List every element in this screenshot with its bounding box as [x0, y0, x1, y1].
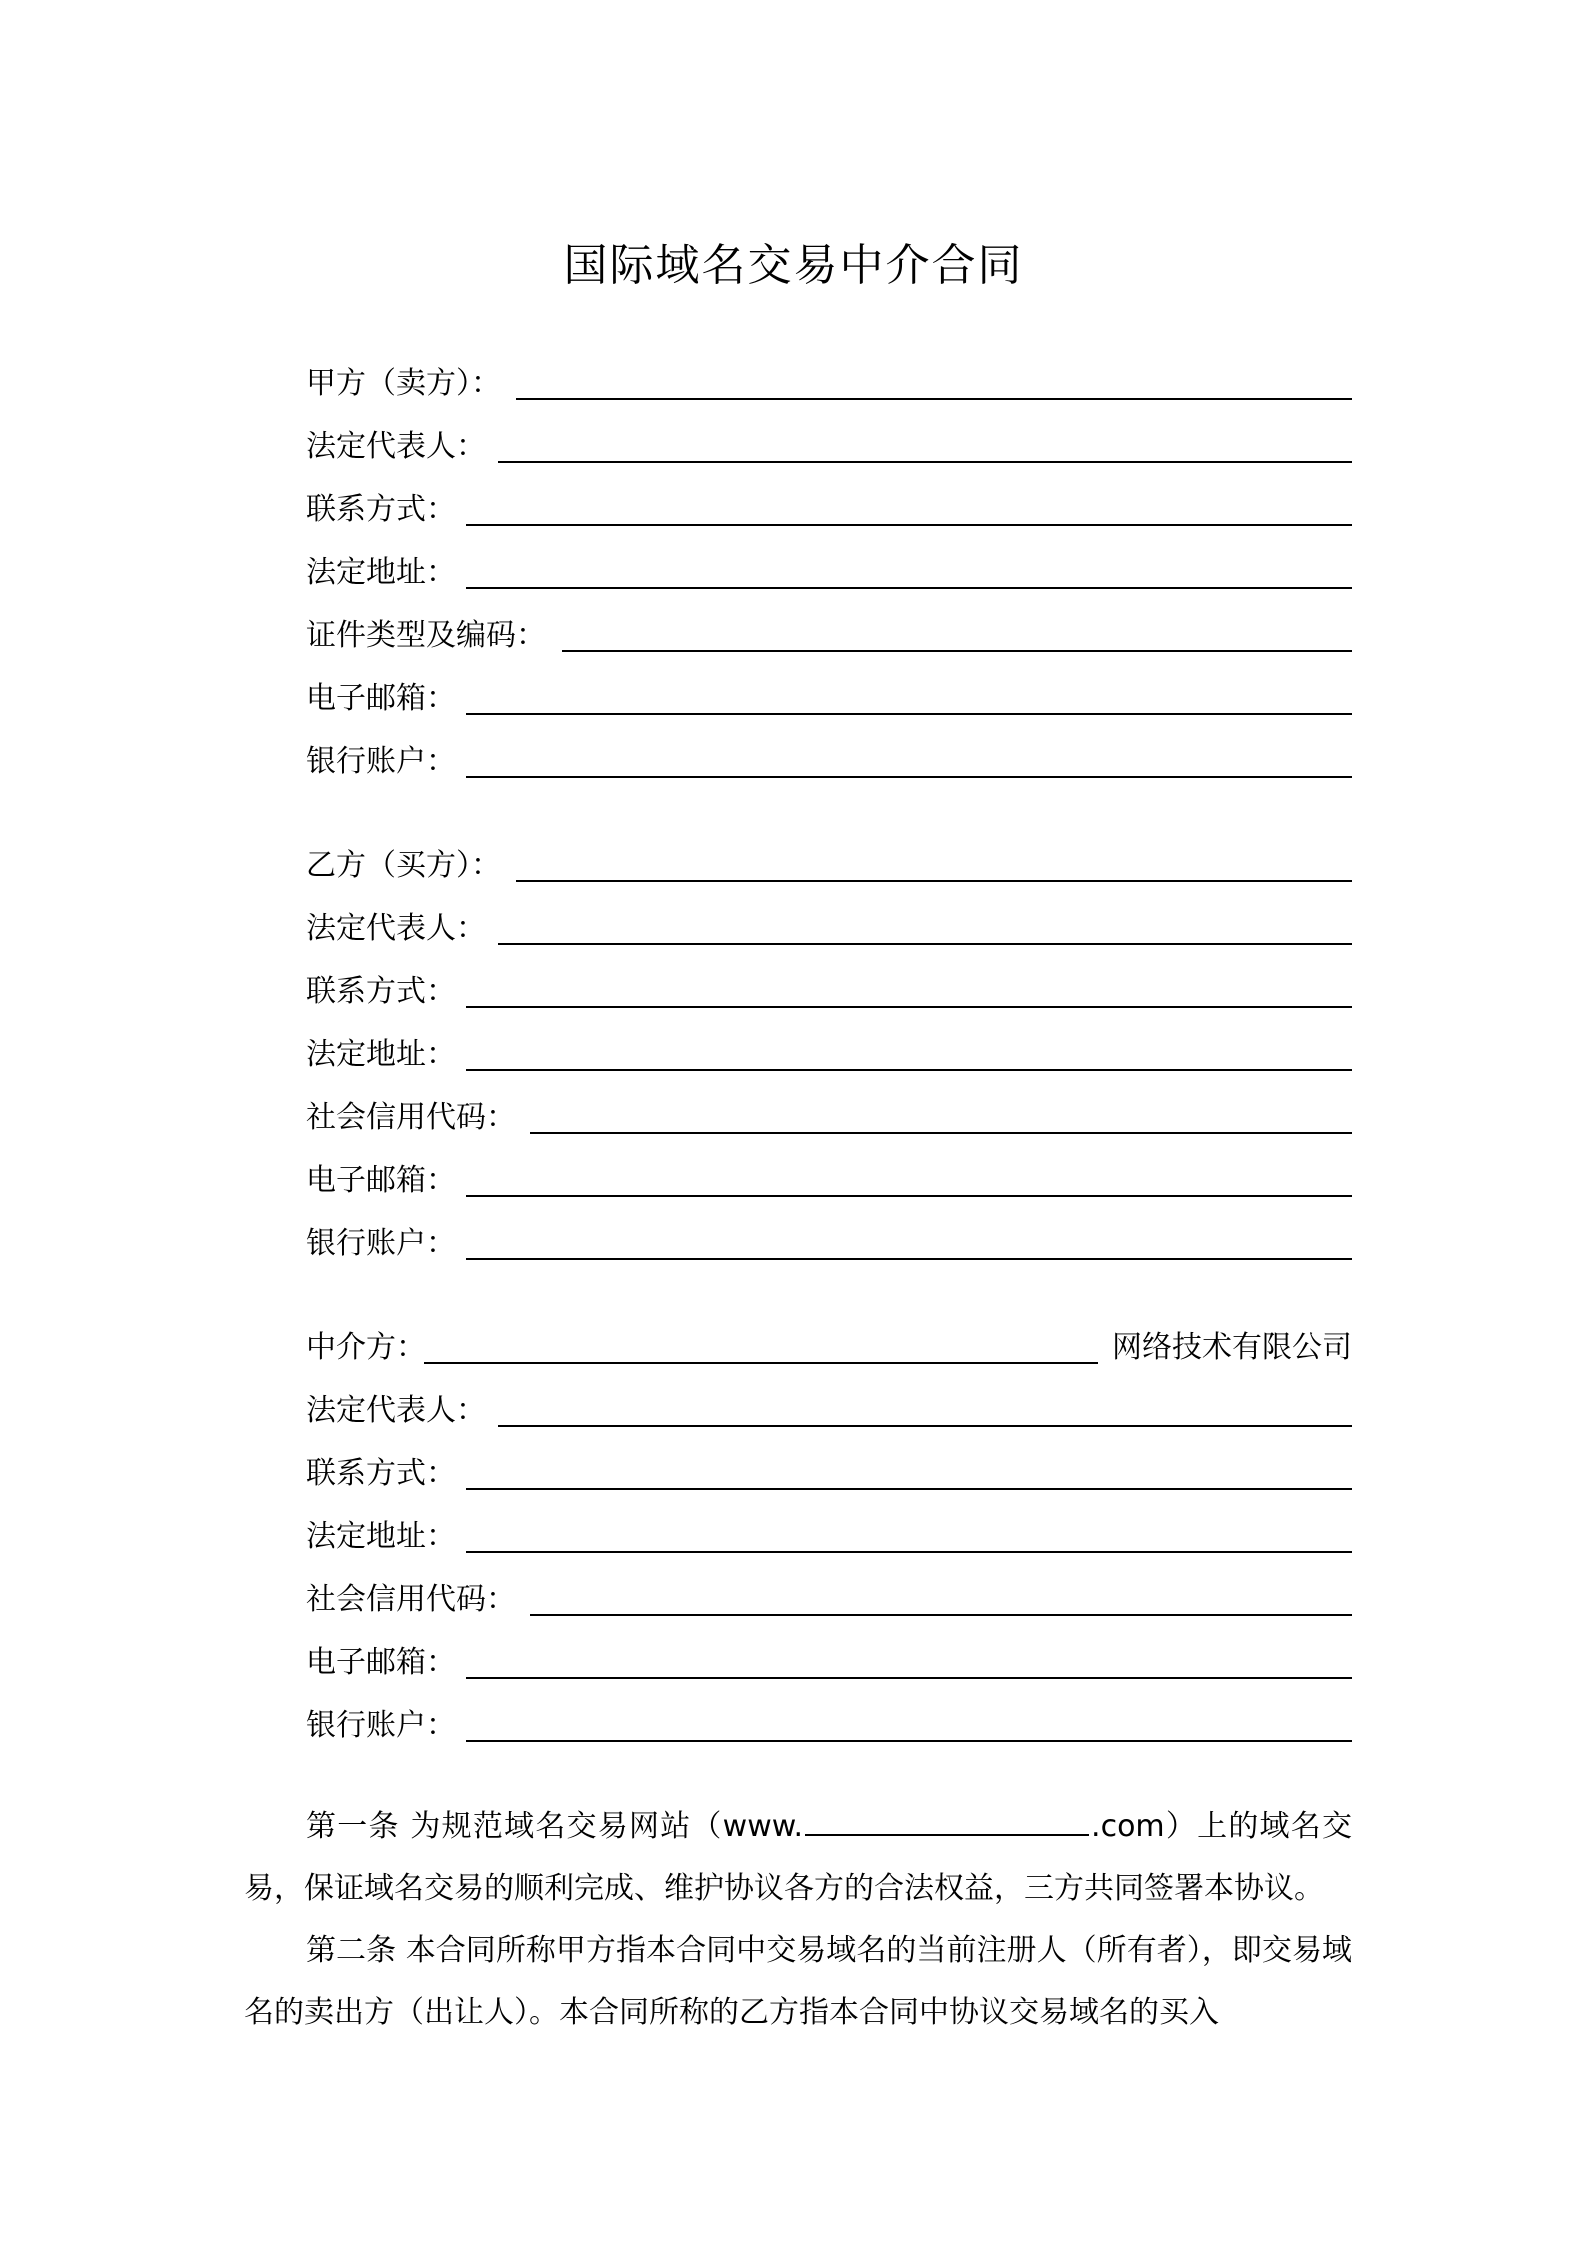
party-a-field-label: 银行账户： [306, 744, 456, 779]
intermediary-field-label: 法定地址： [306, 1519, 456, 1554]
intermediary-field-row [306, 1452, 1352, 1496]
party-b-field-row [306, 1033, 1352, 1077]
party-a-field-label: 电子邮箱： [306, 681, 456, 716]
party-b-field-row [306, 1159, 1352, 1203]
intermediary-field-row [306, 1704, 1352, 1748]
article-1 [244, 1796, 1352, 1920]
party-a-field-row [306, 740, 1352, 784]
intermediary-field-row [306, 1641, 1352, 1685]
party-b-contact-blank[interactable] [466, 1006, 1352, 1008]
document-title: 国际域名交易中介合同 [563, 240, 1024, 291]
party-a-field-label: 法定地址： [306, 555, 456, 590]
party-b-field-row [306, 970, 1352, 1014]
party-a-heading: 甲方（卖方）： [306, 366, 501, 401]
intermediary-field-row [306, 1578, 1352, 1622]
party-b-legal-rep-blank[interactable] [498, 943, 1352, 945]
party-b-field-label: 法定代表人： [306, 911, 486, 946]
intermediary-address-blank[interactable] [466, 1551, 1352, 1553]
party-b-heading-row [306, 844, 1352, 888]
intermediary-field-row [306, 1515, 1352, 1559]
intermediary-bank-blank[interactable] [466, 1740, 1352, 1742]
article-1-prefix: 第一条 为规范域名交易网站（www. [306, 1809, 804, 1844]
article-2: 第二条 本合同所称甲方指本合同中交易域名的当前注册人（所有者），即交易域名的卖出方（出让人）。本合同所称的乙方指本合同中协议交易域名的买入 [244, 1933, 1352, 2030]
article-1-suffix: .com）上的域名交易，保证域名交易的顺利完成、维护协议各方的合法权益，三方共同签署本协议。 [244, 1809, 1352, 1906]
party-a-heading-row [306, 362, 1352, 406]
website-domain-blank[interactable] [805, 1804, 1089, 1836]
party-b-field-label: 社会信用代码： [306, 1100, 516, 1135]
party-a-field-label: 证件类型及编码： [306, 618, 546, 653]
intermediary-credit-code-blank[interactable] [530, 1614, 1352, 1616]
intermediary-contact-blank[interactable] [466, 1488, 1352, 1490]
party-b-field-row [306, 907, 1352, 951]
party-a-field-label: 联系方式： [306, 492, 456, 527]
party-a-legal-rep-blank[interactable] [498, 461, 1352, 463]
party-b-address-blank[interactable] [466, 1069, 1352, 1071]
intermediary-company-suffix: 网络技术有限公司 [1112, 1330, 1352, 1365]
intermediary-name-blank[interactable] [424, 1362, 1098, 1364]
party-a-id-blank[interactable] [562, 650, 1352, 652]
party-b-field-label: 法定地址： [306, 1037, 456, 1072]
intermediary-field-label: 社会信用代码： [306, 1582, 516, 1617]
party-a-field-row [306, 614, 1352, 658]
party-b-bank-blank[interactable] [466, 1258, 1352, 1260]
intermediary-field-label: 联系方式： [306, 1456, 456, 1491]
party-a-field-label: 法定代表人： [306, 429, 486, 464]
intermediary-field-label: 银行账户： [306, 1708, 456, 1743]
intermediary-field-row [306, 1389, 1352, 1433]
intermediary-heading: 中介方： [306, 1330, 426, 1365]
party-a-field-row [306, 551, 1352, 595]
party-a-field-row [306, 677, 1352, 721]
intermediary-field-label: 电子邮箱： [306, 1645, 456, 1680]
intermediary-heading-row [306, 1326, 1352, 1370]
party-a-email-blank[interactable] [466, 713, 1352, 715]
intermediary-field-label: 法定代表人： [306, 1393, 486, 1428]
party-b-field-label: 电子邮箱： [306, 1163, 456, 1198]
party-a-field-row [306, 425, 1352, 469]
party-b-heading: 乙方（买方）： [306, 848, 501, 883]
party-a-field-row [306, 488, 1352, 532]
party-b-field-label: 联系方式： [306, 974, 456, 1009]
party-b-field-row [306, 1222, 1352, 1266]
party-b-name-blank[interactable] [516, 880, 1352, 882]
intermediary-legal-rep-blank[interactable] [498, 1425, 1352, 1427]
party-a-bank-blank[interactable] [466, 776, 1352, 778]
party-a-contact-blank[interactable] [466, 524, 1352, 526]
party-b-email-blank[interactable] [466, 1195, 1352, 1197]
party-b-credit-code-blank[interactable] [530, 1132, 1352, 1134]
party-b-field-row [306, 1096, 1352, 1140]
party-b-field-label: 银行账户： [306, 1226, 456, 1261]
party-a-address-blank[interactable] [466, 587, 1352, 589]
party-a-name-blank[interactable] [516, 398, 1352, 400]
intermediary-email-blank[interactable] [466, 1677, 1352, 1679]
